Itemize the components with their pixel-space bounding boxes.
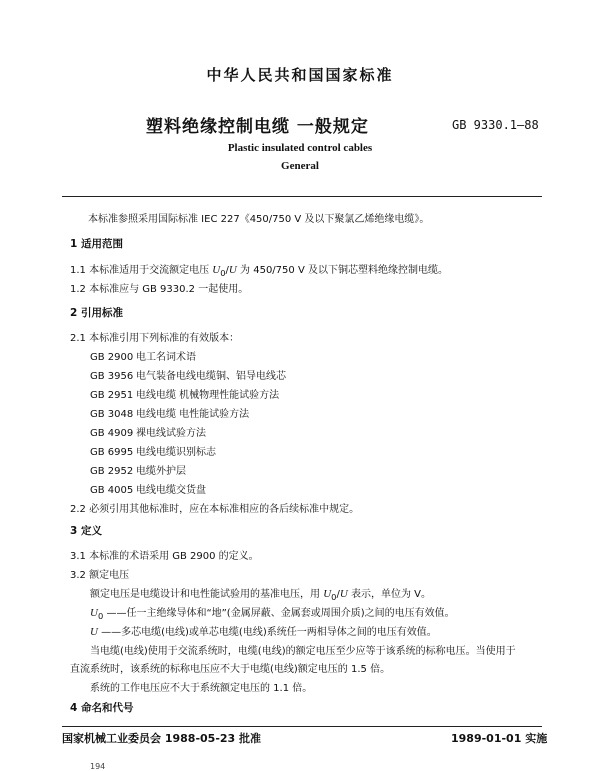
page-number: 194 [90,762,106,771]
ref-title: 电工名词术语 [136,352,196,363]
clause-1-2: 1.2 本标准应与 GB 9330.2 一起使用。 [70,284,249,295]
standard-code: GB 9330.1—88 [452,118,539,132]
symbol-slash: / [336,589,340,600]
section-1-heading: 1 适用范围 [70,238,123,250]
ref-title: 电气装备电线电缆铜、铝导电线芯 [136,371,286,382]
ref-code: GB 2900 [90,352,134,363]
english-subtitle: General [281,160,319,172]
section-4-heading: 4 命名和代号 [70,702,134,714]
rated-voltage-definition [90,585,431,602]
u-definition-text: ——多芯电缆(电线)或单芯电缆(电线)系统任一两相导体之间的电压有效值。 [97,627,437,638]
symbol-uo: U [90,607,98,619]
ref-code: GB 3956 [90,371,134,382]
symbol-uo-sub: 0 [97,611,104,621]
ref-code: GB 4005 [90,485,134,496]
ref-item [90,462,186,477]
effective-date: 1989-01-01 实施 [451,732,548,745]
ref-title: 电线电缆 机械物理性能试验方法 [136,390,280,401]
document-title: 塑料绝缘控制电缆 一般规定 [146,117,369,137]
header-rule [62,196,542,197]
clause-3-1: 3.1 本标准的术语采用 GB 2900 的定义。 [70,551,259,562]
ref-code: GB 3048 [90,409,134,420]
symbol-uo: U [212,264,221,276]
clause-1-1-text-a: 1.1 本标准适用于交流额定电压 [70,265,213,276]
national-standard-header: 中华人民共和国国家标准 [206,66,394,84]
ref-title: 电线电缆识别标志 [136,447,216,458]
ref-item [90,348,196,363]
dc-system-paragraph: 直流系统时，该系统的标称电压应不大于电缆(电线)额定电压的 1.5 倍。 [70,664,391,675]
ref-code: GB 2951 [90,390,134,401]
clause-3-2: 3.2 额定电压 [70,570,130,581]
uo-definition [90,604,455,621]
working-voltage-paragraph: 系统的工作电压应不大于系统额定电压的 1.1 倍。 [90,683,313,694]
symbol-uo-sub: 0 [331,592,337,602]
u-definition [90,623,437,638]
definition-text-b: 表示，单位为 V。 [347,589,431,600]
uo-definition-text: ——任一主绝缘导体和“地”(金属屏蔽、金属套或周围介质)之间的电压有效值。 [103,608,455,619]
symbol-u: U [228,264,237,276]
clause-1-1 [70,261,448,278]
ref-title: 裸电线试验方法 [136,428,206,439]
ref-item [90,481,206,496]
definition-text-a: 额定电压是电缆设计和电性能试验用的基准电压，用 [90,589,324,600]
ref-item [90,386,279,401]
ref-code: GB 4909 [90,428,134,439]
ac-system-paragraph: 当电缆(电线)使用于交流系统时，电缆(电线)的额定电压至少应等于该系统的标称电压。当使用于 [90,646,516,657]
ref-item [90,424,206,439]
ref-title: 电线电缆交货盘 [136,485,206,496]
clause-2-1: 2.1 本标准引用下列标准的有效版本： [70,333,240,344]
ref-item [90,367,286,382]
intro-paragraph: 本标准参照采用国际标准 IEC 227《450/750 V 及以下聚氯乙烯绝缘电缆》。 [88,214,430,225]
ref-title: 电缆外护层 [136,466,186,477]
ref-code: GB 2952 [90,466,134,477]
section-2-heading: 2 引用标准 [70,307,123,319]
symbol-u: U [339,588,348,600]
ref-item [90,443,216,458]
symbol-uo: U [323,588,332,600]
clause-1-1-text-b: 为 450/750 V 及以下铜芯塑料绝缘控制电缆。 [236,265,448,276]
ref-code: GB 6995 [90,447,134,458]
symbol-u: U [90,626,98,638]
symbol-uo-sub: 0 [220,268,226,278]
section-3-heading: 3 定义 [70,525,102,537]
ref-title: 电线电缆 电性能试验方法 [136,409,250,420]
clause-2-2: 2.2 必须引用其他标准时，应在本标准相应的各后续标准中规定。 [70,504,360,515]
english-title: Plastic insulated control cables [227,142,373,154]
footer-rule [62,726,542,727]
symbol-slash: / [225,265,229,276]
approval-date: 国家机械工业委员会 1988-05-23 批准 [62,732,262,745]
ref-item [90,405,249,420]
